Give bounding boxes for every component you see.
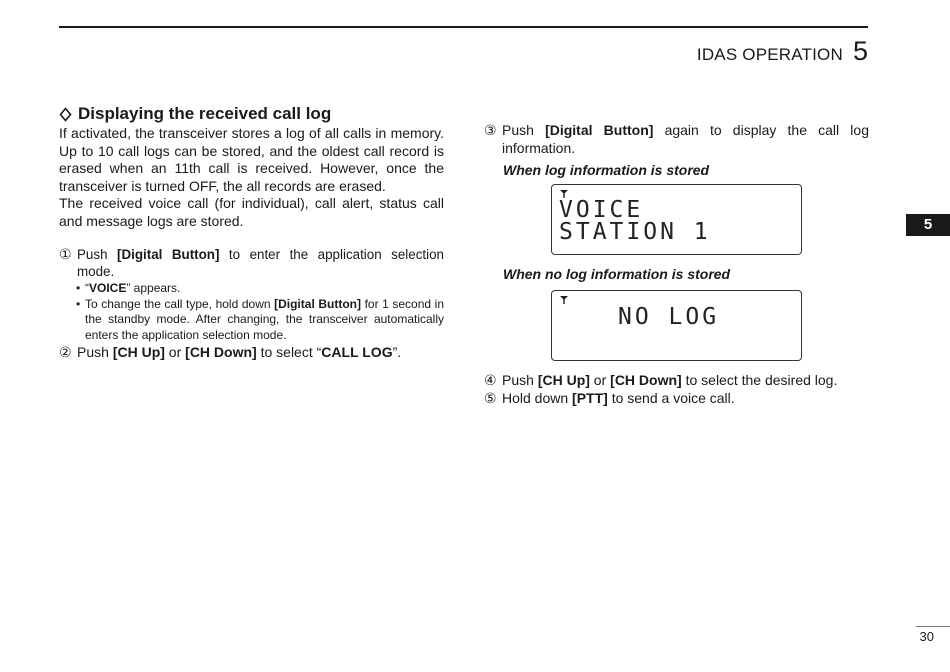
note-item: • “VOICE” appears. (76, 280, 181, 295)
page-number: 30 (919, 629, 934, 644)
top-rule (59, 26, 868, 28)
antenna-icon (560, 296, 568, 304)
step-5: ⑤ Hold down [PTT] to send a voice call. (484, 389, 735, 406)
lcd-line-1: VOICE (559, 197, 644, 224)
step-4: ④ Push [CH Up] or [CH Down] to select the desired log. (484, 372, 838, 389)
lcd-line-1: NO LOG (618, 304, 720, 331)
chapter-number: 5 (852, 36, 868, 66)
step-number: ① (59, 245, 72, 262)
lcd-line-2: STATION 1 (559, 219, 711, 246)
step-number: ⑤ (484, 389, 497, 406)
intro-paragraph-2: The received voice call (for individual), call alert, status call and message logs are stored. (59, 195, 444, 229)
footer-rule (916, 626, 950, 627)
note-item: • To change the call type, hold down [Digital Button] for 1 second in the standby mode. After changing, the transceiver automatically enters the application selection mode. (76, 296, 444, 343)
step-number: ④ (484, 372, 497, 389)
step-1: ① Push [Digital Button] to enter the application selection mode. (59, 245, 445, 280)
chapter-side-tab: 5 (906, 214, 950, 236)
key-digital-button: [Digital Button] (117, 246, 220, 262)
section-heading (59, 104, 444, 124)
step-2: ② Push [CH Up] or [CH Down] to select “CALL LOG”. (59, 343, 402, 360)
right-column (484, 122, 869, 407)
caption-log-stored: When log information is stored (503, 162, 710, 179)
section-title: Displaying the received call log (78, 104, 332, 123)
lcd-display-empty (551, 290, 802, 361)
page-header (697, 36, 868, 67)
left-column (59, 104, 444, 362)
intro-paragraph-1: If activated, the transceiver stores a log of all calls in memory. Up to 10 call logs can be stored, and the oldest call record is erased when an 11th call is received. However, once the transceiver is turned OFF, the all records are erased. (59, 125, 444, 194)
step-number: ② (59, 343, 72, 360)
diamond-icon (59, 107, 72, 122)
step-1-notes (76, 281, 444, 344)
step-3: ③ Push [Digital Button] again to display the call log information. (484, 122, 869, 156)
step-number: ③ (484, 122, 497, 138)
lcd-display-stored (551, 184, 802, 255)
caption-no-log: When no log information is stored (503, 266, 731, 283)
header-title: IDAS OPERATION (696, 45, 843, 64)
